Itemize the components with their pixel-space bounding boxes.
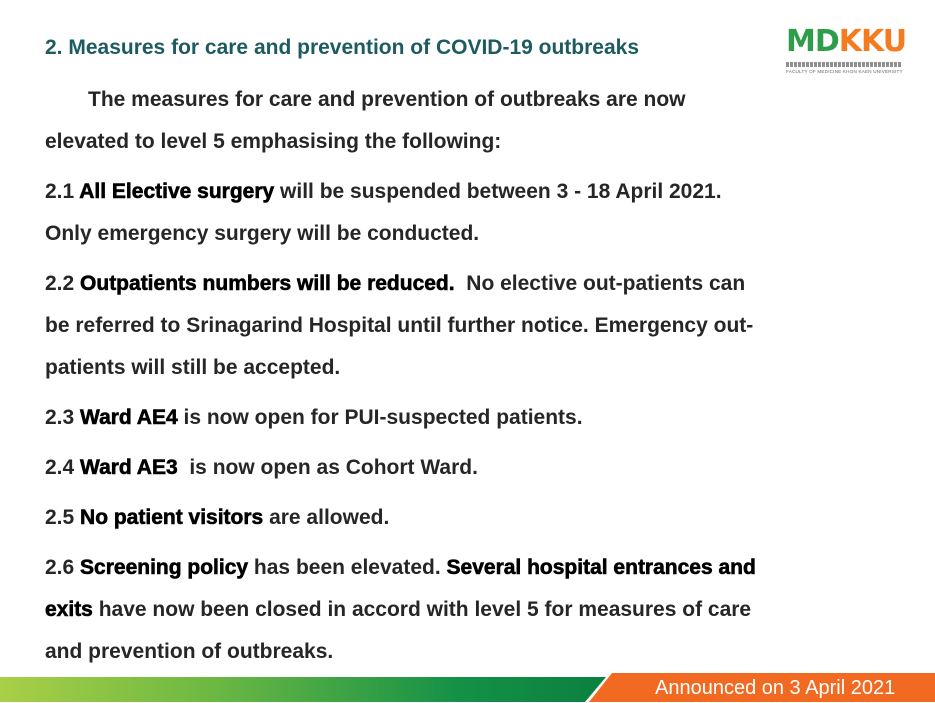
text-line [45,171,925,213]
measure-number: 2.3 [45,406,81,429]
footer-green-stripe [0,677,608,702]
text-line [45,263,925,305]
measure-number: 2.6 [45,556,81,579]
text-line [45,347,925,389]
logo-thai-lettering [786,62,902,67]
announcement-date: Announced on 3 April 2021 [655,677,896,699]
body-text: Only emergency surgery will be conducted. [45,222,480,245]
text-line [45,547,925,589]
body-text: will be suspended between 3 - 18 April 2021. [274,180,722,203]
page-title: 2. Measures for care and prevention of COVID-19 outbreaks [45,36,640,59]
measure-number: 2.5 [45,506,81,529]
body-text: is now open as Cohort Ward. [177,456,478,479]
body-text: and prevention of outbreaks. [45,640,334,663]
measure-2-2 [45,263,925,389]
text-line [45,589,925,631]
logo-kku-letters: KKU [838,24,907,59]
body-text: have now been closed in accord with level 5 for measures of care [92,598,752,621]
measure-2-4 [45,447,925,489]
body-text: patients will still be accepted. [45,356,341,379]
measure-number: 2.4 [45,456,81,479]
measure-2-1 [45,171,925,255]
text-line: The measures for care and prevention of outbreaks are now [88,88,686,111]
logo-wordmark [786,24,911,60]
logo-md-letters: MD [786,24,839,59]
measure-heading: No patient visitors [80,506,264,529]
emphasis-text: exits [45,598,93,621]
faculty-logo [786,24,911,82]
announcement-body [45,79,925,673]
measure-number: 2.1 [45,180,80,203]
measure-2-5 [45,497,925,539]
body-text: has been elevated. [248,556,447,579]
body-text: are allowed. [263,506,390,529]
measure-heading: Ward AE3 [80,456,178,479]
body-text: be referred to Srinagarind Hospital until further notice. Emergency out- [45,314,754,337]
body-text: is now open for PUI-suspected patients. [177,406,583,429]
measure-2-6 [45,547,925,673]
measure-2-3 [45,397,925,439]
measure-heading: All Elective surgery [79,180,275,203]
text-line [45,497,925,539]
text-line [45,397,925,439]
text-line [45,631,925,673]
text-line: elevated to level 5 emphasising the following: [45,130,502,153]
measure-heading: Outpatients numbers will be reduced. [80,272,455,295]
intro-paragraph [45,79,925,163]
text-line [45,447,925,489]
logo-english-subtitle: FACULTY OF MEDICINE KHON KAEN UNIVERSITY [786,69,903,74]
emphasis-text: Several hospital entrances and [446,556,756,579]
measure-heading: Ward AE4 [80,406,178,429]
text-line [45,213,925,255]
measure-heading: Screening policy [80,556,249,579]
body-text: No elective out-patients can [454,272,746,295]
measure-number: 2.2 [45,272,81,295]
text-line [45,305,925,347]
